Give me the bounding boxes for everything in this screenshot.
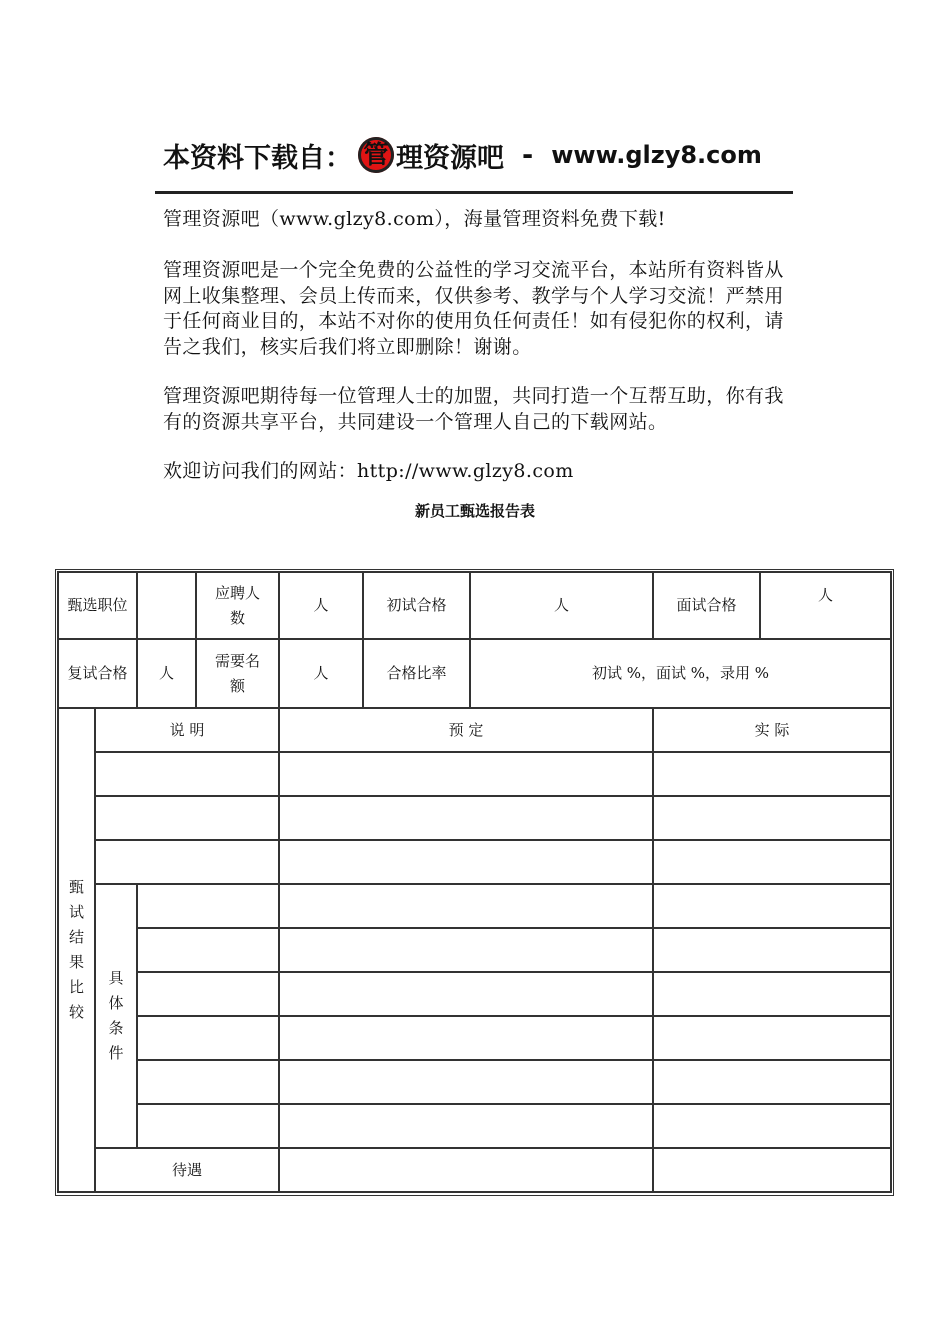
- table-row: [57, 841, 892, 885]
- actual-cell[interactable]: [654, 929, 892, 973]
- needed-value-cell[interactable]: [280, 640, 364, 709]
- col-header-desc: [96, 709, 280, 753]
- first-pass-value-cell[interactable]: [471, 571, 654, 640]
- planned-cell[interactable]: [280, 753, 654, 797]
- table-row: [57, 929, 892, 973]
- needed-label-cell: [197, 640, 280, 709]
- notice-line-1: 管理资源吧（www.glzy8.com），海量管理资料免费下载!: [163, 208, 666, 230]
- condition-cell[interactable]: [138, 1061, 280, 1105]
- pass-ratio-value: 初试 %，面试 %，录用 %: [591, 664, 770, 682]
- table-row: [57, 753, 892, 797]
- selection-report-table: [57, 571, 892, 1193]
- position-label-cell: [57, 571, 138, 640]
- retest-pass-unit: 人: [158, 664, 174, 682]
- col-actual-label: 实 际: [754, 720, 790, 739]
- planned-cell[interactable]: [280, 929, 654, 973]
- interview-pass-label-cell: [654, 571, 761, 640]
- retest-pass-value-cell[interactable]: [138, 640, 197, 709]
- position-value-cell[interactable]: [138, 571, 197, 640]
- download-banner: [163, 130, 762, 180]
- banner-site-name: 理资源吧: [396, 142, 504, 174]
- table-row: [57, 973, 892, 1017]
- banner-divider: [155, 191, 793, 194]
- applicants-label: 应聘人数: [214, 583, 260, 627]
- pass-ratio-label-cell: [364, 640, 471, 709]
- table-row: [57, 797, 892, 841]
- planned-cell[interactable]: [280, 1061, 654, 1105]
- actual-cell[interactable]: [654, 1061, 892, 1105]
- logo-icon: 管: [358, 137, 394, 173]
- col-desc-label: 说 明: [169, 720, 205, 739]
- actual-cell[interactable]: [654, 753, 892, 797]
- pass-ratio-value-cell[interactable]: [471, 640, 892, 709]
- banner-url[interactable]: www.glzy8.com: [551, 141, 762, 169]
- planned-cell[interactable]: [280, 973, 654, 1017]
- planned-cell[interactable]: [280, 1105, 654, 1149]
- table-row: [57, 1017, 892, 1061]
- conditions-label: 具体条件: [108, 969, 124, 1062]
- first-pass-label-cell: [364, 571, 471, 640]
- needed-unit: 人: [313, 664, 329, 682]
- desc-cell[interactable]: [96, 753, 280, 797]
- condition-cell[interactable]: [138, 1105, 280, 1149]
- actual-cell[interactable]: [654, 797, 892, 841]
- needed-label: 需要名额: [214, 651, 260, 695]
- banner-prefix: 本资料下载自：: [163, 142, 352, 174]
- page-title: 新员工甄选报告表: [414, 502, 535, 520]
- planned-cell[interactable]: [280, 885, 654, 929]
- retest-pass-label-cell: [57, 640, 138, 709]
- actual-cell[interactable]: [654, 973, 892, 1017]
- notice-paragraph-4: 欢迎访问我们的网站：http://www.glzy8.com: [163, 460, 574, 482]
- col-planned-label: 预 定: [448, 720, 484, 739]
- applicants-label-cell: [197, 571, 280, 640]
- treatment-label: 待遇: [171, 1160, 202, 1179]
- section-label: 甄试结果比较: [68, 878, 84, 1021]
- planned-cell[interactable]: [280, 841, 654, 885]
- condition-cell[interactable]: [138, 1017, 280, 1061]
- planned-cell[interactable]: [280, 1017, 654, 1061]
- pass-ratio-label: 合格比率: [386, 664, 447, 682]
- condition-cell[interactable]: [138, 885, 280, 929]
- actual-cell[interactable]: [654, 1017, 892, 1061]
- notice-paragraph-3: 管理资源吧期待每一位管理人士的加盟，共同打造一个互帮互助，你有我有的资源共享平台，共同建设一个管理人自己的下载网站。: [163, 385, 784, 433]
- table-row: [57, 1061, 892, 1105]
- position-label: 甄选职位: [67, 596, 128, 614]
- applicants-unit: 人: [313, 596, 329, 614]
- planned-cell[interactable]: [280, 797, 654, 841]
- retest-pass-label: 复试合格: [67, 664, 128, 682]
- interview-pass-label: 面试合格: [676, 596, 737, 614]
- actual-cell[interactable]: [654, 1149, 892, 1193]
- actual-cell[interactable]: [654, 885, 892, 929]
- desc-cell[interactable]: [96, 797, 280, 841]
- condition-cell[interactable]: [138, 973, 280, 1017]
- col-header-planned: [280, 709, 654, 753]
- notice-paragraph-2: 管理资源吧是一个完全免费的公益性的学习交流平台，本站所有资料皆从网上收集整理、会员上传而来，仅供参考、教学与个人学习交流！严禁用于任何商业目的，本站不对你的使用负任何责任！如有侵犯你的权利，请告之我们，核实后我们将立即删除！谢谢。: [163, 259, 784, 358]
- banner-dash: -: [522, 139, 534, 171]
- first-pass-unit: 人: [553, 596, 569, 614]
- col-header-actual: [654, 709, 892, 753]
- interview-pass-value-cell[interactable]: [761, 571, 892, 640]
- section-label-cell: [57, 709, 96, 1193]
- planned-cell[interactable]: [280, 1149, 654, 1193]
- table-row: [57, 1149, 892, 1193]
- condition-cell[interactable]: [138, 929, 280, 973]
- table-row: [57, 885, 892, 929]
- actual-cell[interactable]: [654, 1105, 892, 1149]
- table-row: [57, 1105, 892, 1149]
- desc-cell[interactable]: [96, 841, 280, 885]
- applicants-value-cell[interactable]: [280, 571, 364, 640]
- first-pass-label: 初试合格: [386, 596, 447, 614]
- conditions-label-cell: [96, 885, 138, 1149]
- actual-cell[interactable]: [654, 841, 892, 885]
- interview-pass-unit: 人: [817, 586, 833, 604]
- treatment-label-cell: [96, 1149, 280, 1193]
